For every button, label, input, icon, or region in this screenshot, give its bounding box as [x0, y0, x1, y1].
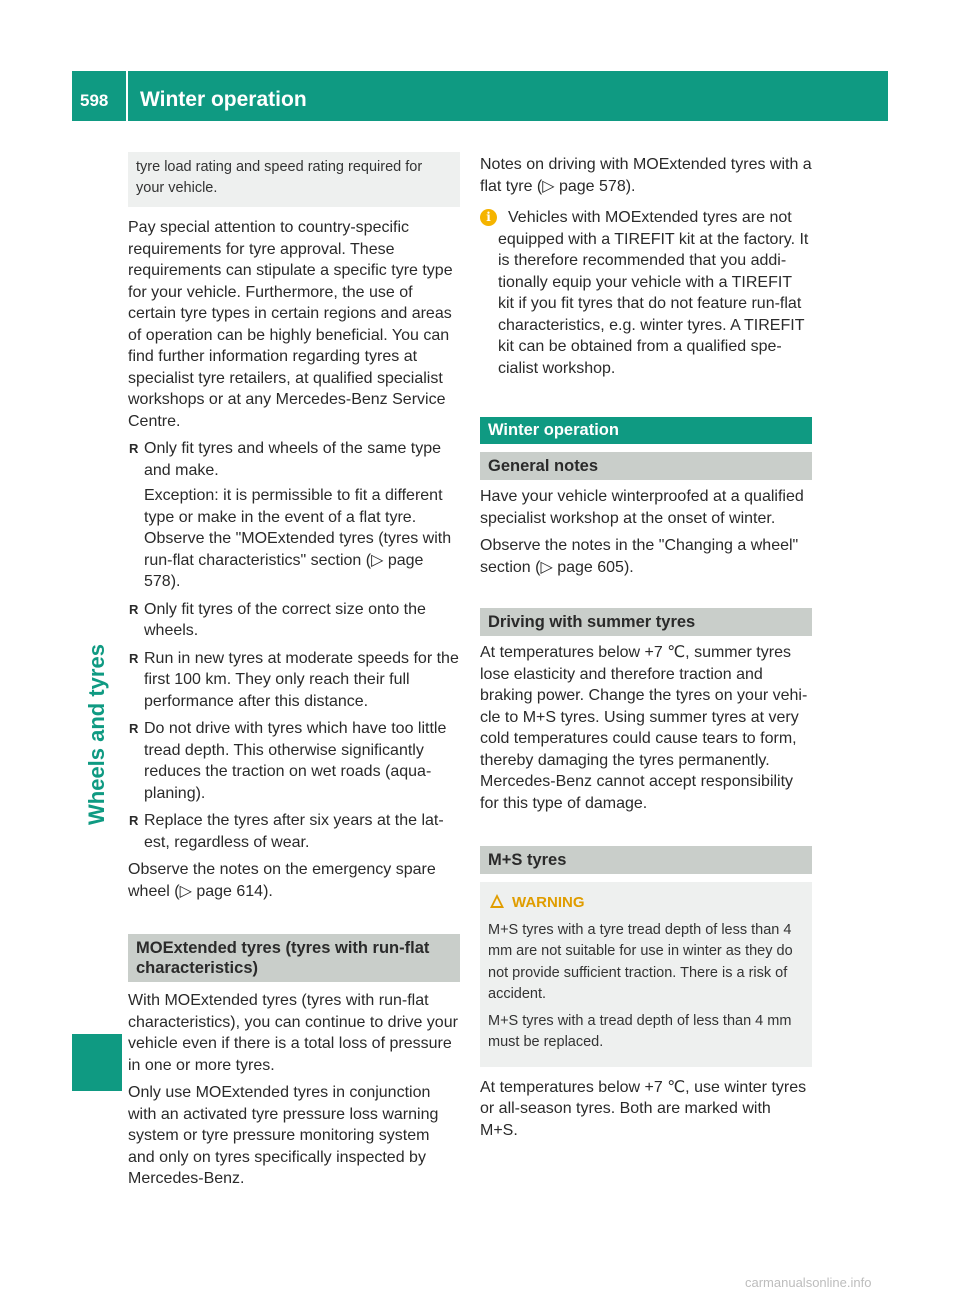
- bullet-marker: R: [129, 813, 139, 828]
- bullet-marker: R: [129, 441, 139, 456]
- warning-text: M+S tyres with a tread depth of less than 4 mm must be replaced.: [488, 1012, 792, 1050]
- ms-tyres-heading: M+S tyres: [480, 846, 812, 874]
- warning-title: WARNING: [512, 894, 585, 911]
- note-box: tyre load rating and speed rating required for your vehicle.: [128, 152, 460, 207]
- warning-icon: [490, 894, 504, 908]
- paragraph: Only use MOExtended tyres in conjunction with an activated tyre pressure loss warning system or tyre pressure monitoring system and only on tyres specifically inspected by Mercedes-Benz.: [128, 1084, 439, 1187]
- list-item: [128, 599, 460, 642]
- info-note: [480, 207, 812, 379]
- left-column: [128, 152, 460, 1196]
- list-item-subtext: Exception: it is permissible to fit a different type or make in the event of a flat tyre.: [144, 487, 443, 526]
- paragraph: With MOExtended tyres (tyres with run-flat characteristics), you can continue to drive your vehicle even if there is a total loss of pressure in one or more tyres.: [128, 992, 458, 1074]
- right-column: [480, 152, 812, 1147]
- bullet-marker: R: [129, 601, 139, 617]
- list-item-text: Do not drive with tyres which have too little tread depth. This otherwise significantly reduces the traction on wet roads (aqua-planing).: [144, 720, 447, 802]
- info-icon: i: [480, 209, 497, 226]
- paragraph: At temperatures below +7 ℃, use winter tyres or all-season tyres. Both are marked with M+S.: [480, 1078, 807, 1139]
- list-item-text: Only fit tyres of the correct size onto the wheels.: [144, 600, 426, 639]
- paragraph: Have your vehicle winterproofed at a qualified specialist workshop at the onset of winter.: [480, 488, 804, 527]
- moextended-heading: MOExtended tyres (tyres with run-flat characteristics): [128, 934, 460, 982]
- list-item: [128, 718, 460, 804]
- paragraph: Observe the notes on the emergency spare wheel (▷ page 614).: [128, 861, 436, 900]
- bullet-marker: R: [129, 721, 139, 736]
- winter-operation-heading: Winter operation: [480, 417, 812, 444]
- general-notes-heading: General notes: [480, 452, 812, 480]
- info-text: Vehicles with MOExtended tyres are not equipped with a TIREFIT kit at the factory. It is therefore recommended that you addi-tionally equip your vehicle with a TIREFIT kit if you fit tyres that do not feature run-flat characteristics, e.g. winter tyres. A TIREFIT kit can be obtained from a qualified spe-cialist workshop.: [498, 209, 809, 377]
- page-number: 598: [80, 91, 109, 110]
- watermark: carmanualsonline.info: [745, 1275, 872, 1290]
- warning-text: M+S tyres with a tyre tread depth of less than 4 mm are not suitable for use in winter as they do not provide sufficient traction. There is a risk of accident.: [488, 921, 793, 1002]
- list-item: [128, 810, 460, 853]
- summer-tyres-heading: Driving with summer tyres: [480, 608, 812, 636]
- side-tab-label: Wheels and tyres: [84, 644, 109, 825]
- warning-header: [488, 892, 804, 914]
- list-item-text: Replace the tyres after six years at the lat-est, regardless of wear.: [144, 812, 444, 851]
- bullet-marker: R: [129, 650, 139, 666]
- list-item-text: Only fit tyres and wheels of the same type and make.: [144, 440, 442, 479]
- section-title: Winter operation: [140, 88, 307, 111]
- side-tab-marker: [72, 1034, 122, 1091]
- paragraph: Observe the notes in the "Changing a wheel" section (▷ page 605).: [480, 537, 799, 576]
- list-item-text: Run in new tyres at moderate speeds for the first 100 km. They only reach their full performance after this distance.: [144, 649, 459, 710]
- paragraph: Pay special attention to country-specific requirements for tyre approval. These requirements can stipulate a specific tyre type for your vehicle. Furthermore, the use of certain tyre types in certain regions and areas of operation can be highly beneficial. You can find further information regarding tyres at specialist tyre retailers, at qualified specialist workshops or at any Mercedes-Benz Service Centre.: [128, 219, 453, 430]
- list-item: [128, 438, 460, 593]
- header-divider: [126, 71, 128, 121]
- bullet-list: [128, 438, 460, 853]
- paragraph: Notes on driving with MOExtended tyres with a flat tyre (▷ page 578).: [480, 156, 812, 195]
- list-item-subtext: Observe the "MOExtended tyres (tyres with run-flat characteristics" section (▷ page 578).: [144, 530, 452, 590]
- paragraph: At temperatures below +7 ℃, summer tyres lose elasticity and therefore traction and braking power. Change the tyres on your vehi-cle to M+S tyres. Using summer tyres at very cold temperatures could cause tears to form, thereby damaging the tyres permanently. Mercedes-Benz cannot accept responsibility for this type of damage.: [480, 644, 808, 812]
- list-item: [128, 648, 460, 713]
- warning-box: [480, 882, 812, 1067]
